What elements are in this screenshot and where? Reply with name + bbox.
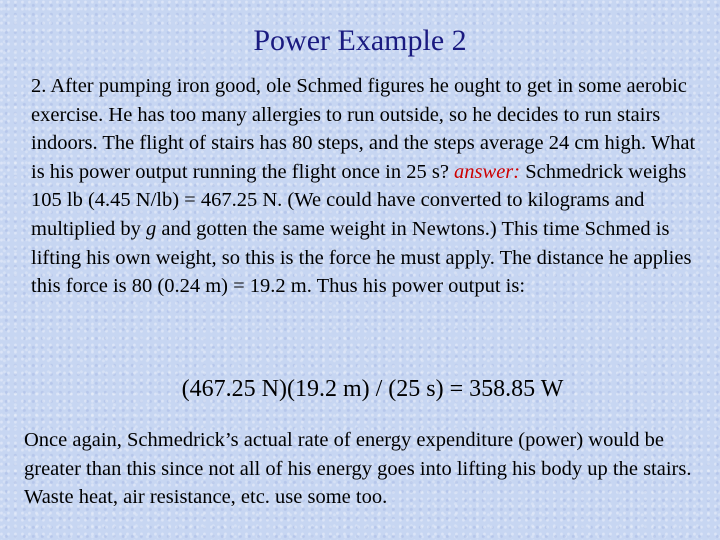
answer-text-part2: and gotten the same weight in Newtons.) This time Schmed is lifting his own weight, so this is the force he must apply. The distance he applies this force is 80 (0.24 m) = 19.2 m. Thus his power output is:: [31, 217, 692, 298]
problem-text: [31, 72, 699, 301]
answer-label: answer:: [454, 160, 521, 183]
power-equation: (467.25 N)(19.2 m) / (25 s) = 358.85 W: [181, 376, 564, 402]
slide-title: Power Example 2: [253, 24, 467, 57]
answer-text-part1: Schmedrick weighs 105 lb (4.45 N/lb) = 467.25 N. (We could have converted to kilograms and multiplied by: [31, 160, 687, 240]
problem-statement: 2. After pumping iron good, ole Schmed figures he ought to get in some aerobic exercise. He has too many allergies to run outside, so he decides to run stairs indoors. The flight of stairs has 80 steps, and the steps average 24 cm high. What is his power output running the flight once in 25 s?: [31, 75, 696, 183]
closing-note: Once again, Schmedrick’s actual rate of energy expenditure (power) would be greater than this since not all of his energy goes into lifting his body up the stairs. Waste heat, air resistance, etc. use some too.: [24, 429, 692, 509]
gravity-symbol: g: [146, 217, 157, 240]
